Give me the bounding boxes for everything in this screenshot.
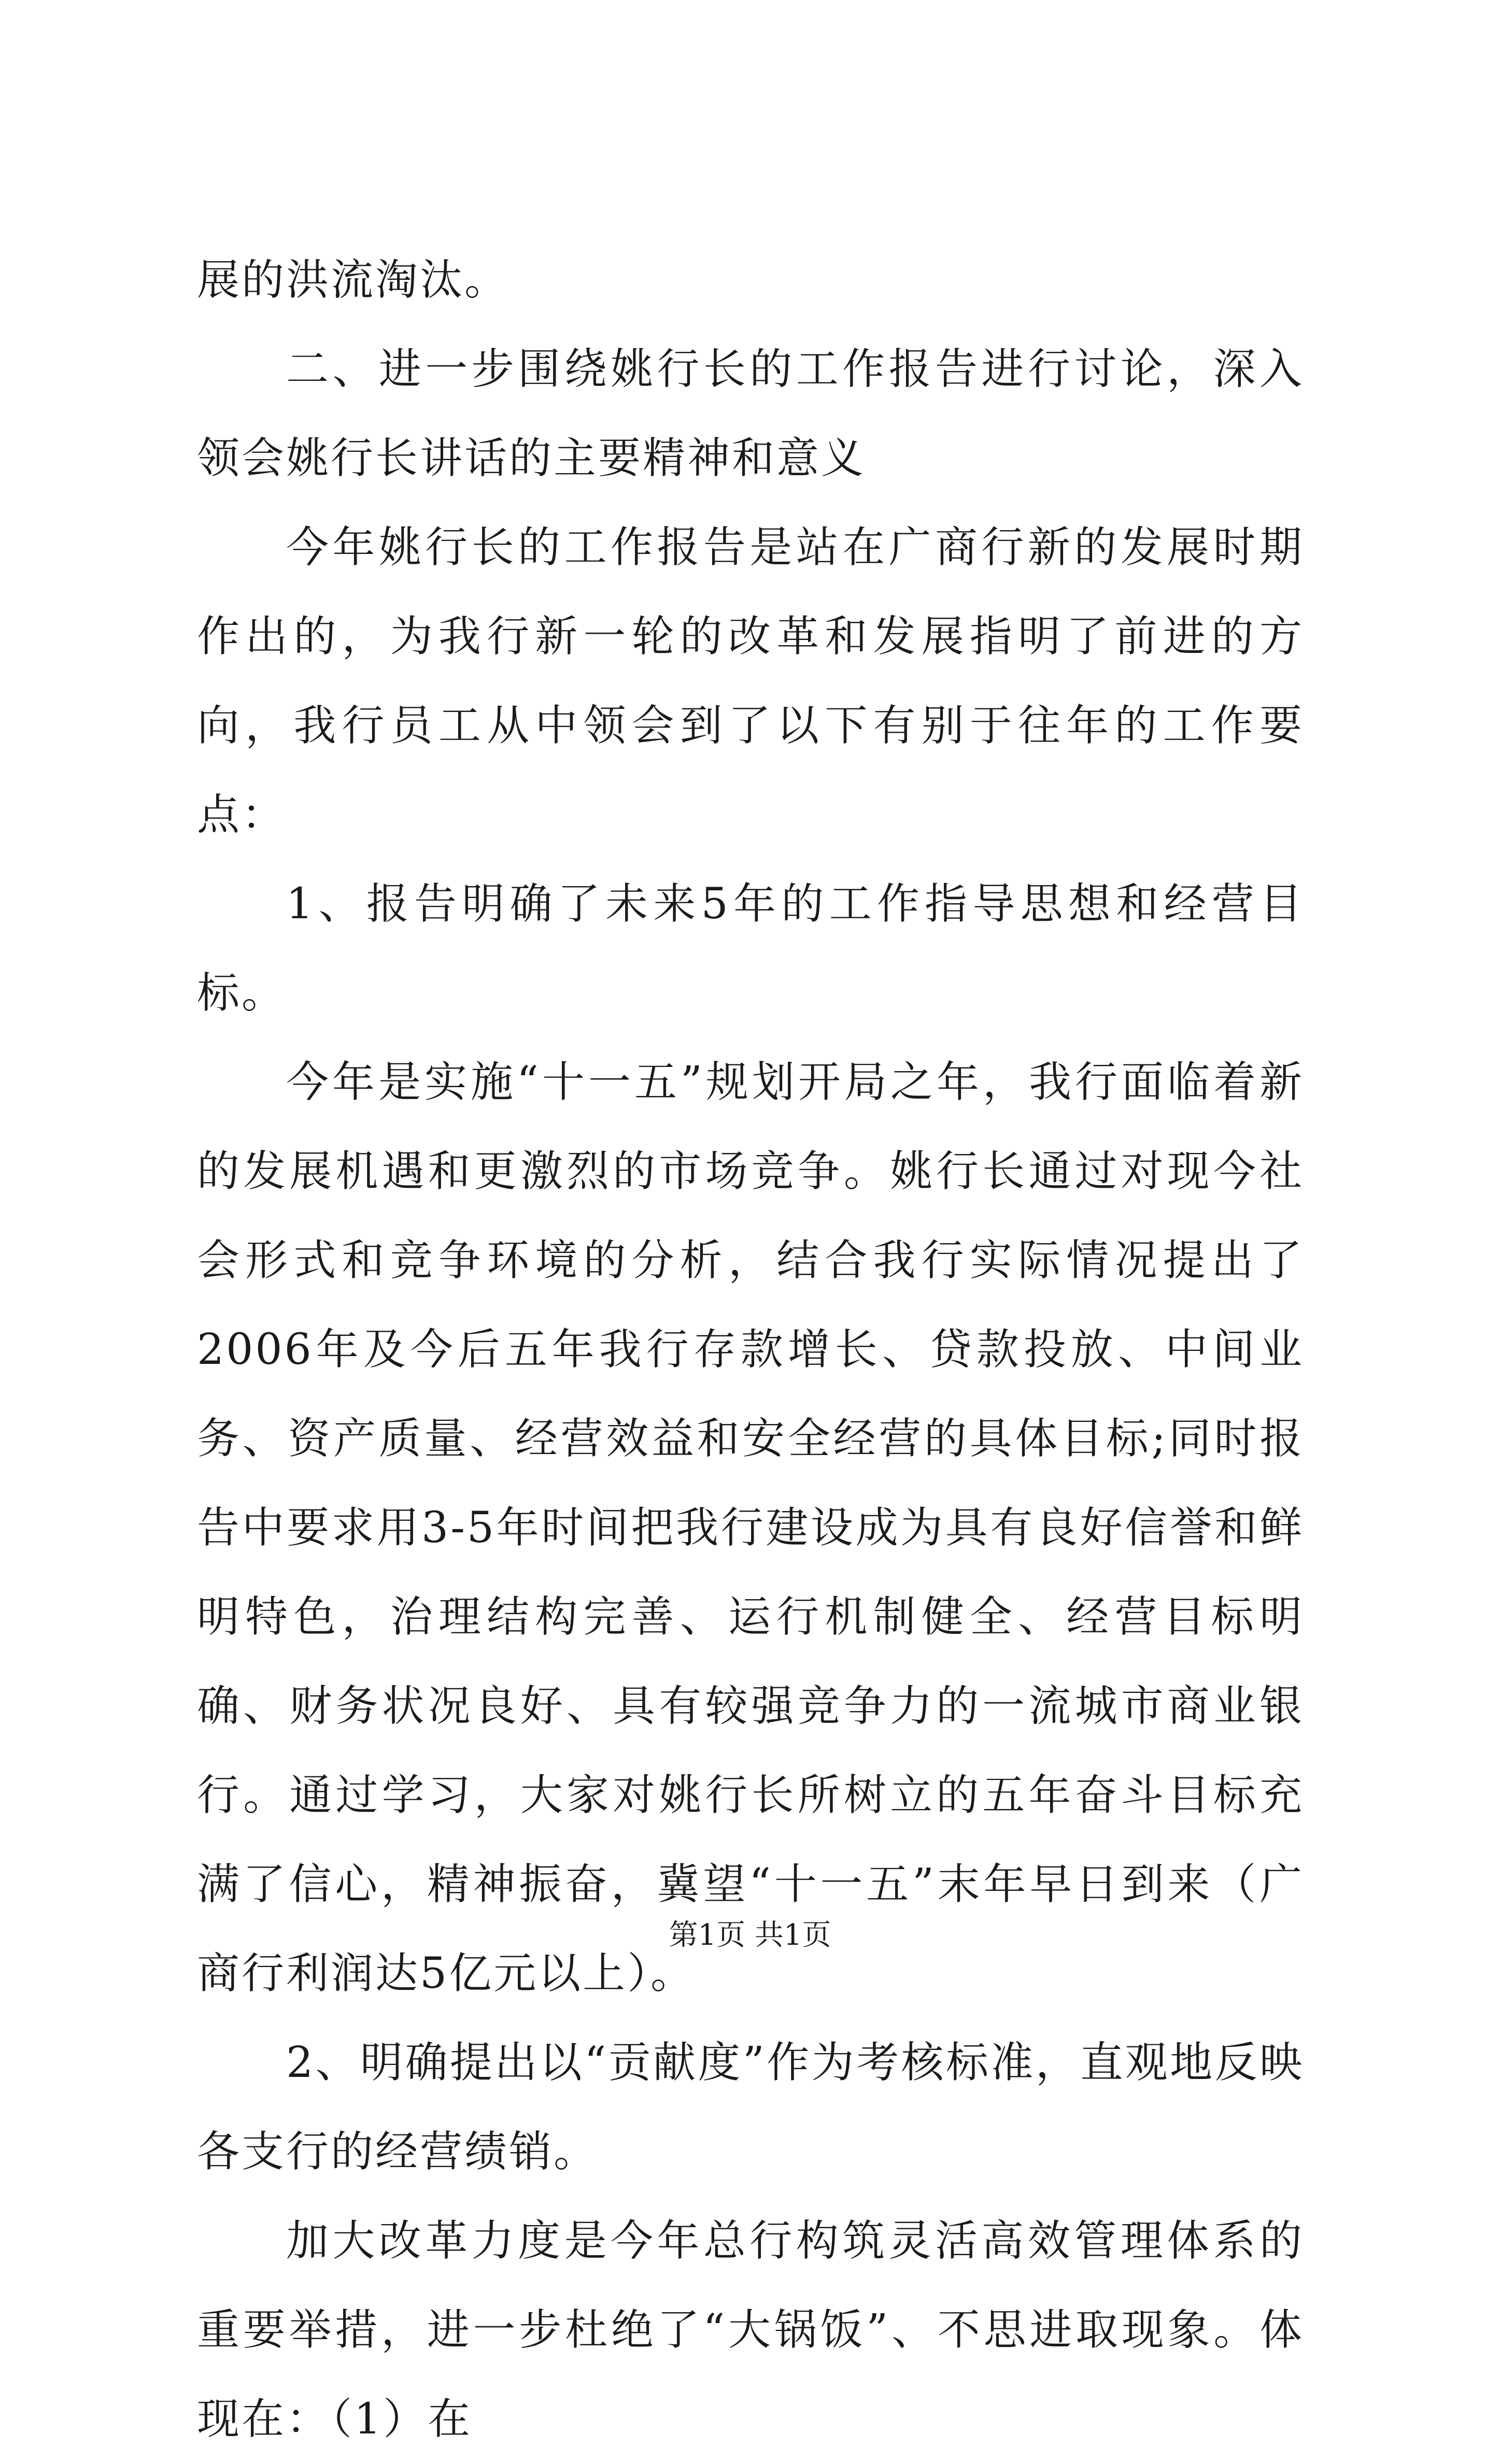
paragraph-report-intro: 今年姚行长的工作报告是站在广商行新的发展时期作出的，为我行新一轮的改革和发展指明了前进的方向，我行员工从中领会到了以下有别于往年的工作要点：: [197, 523, 1304, 839]
point-one-heading: 1、报告明确了未来5年的工作指导思想和经营目标。: [197, 879, 1304, 1018]
document-body: [197, 236, 1304, 2464]
section-heading-two: 二、进一步围绕姚行长的工作报告进行讨论，深入领会姚行长讲话的主要精神和意义: [197, 345, 1304, 483]
point-two-heading: 2、明确提出以“贡献度”作为考核标准，直观地反映各支行的经营绩销。: [197, 2038, 1304, 2176]
paragraph-continuation: 展的洪流淘汰。: [197, 255, 510, 305]
paragraph-reform: 加大改革力度是今年总行构筑灵活高效管理体系的重要举措，进一步杜绝了“大锅饭”、不思进取现象。体现在：（1）在: [197, 2216, 1304, 2444]
page-footer: [0, 1917, 1500, 1954]
page-number-label: 第1页 共1页: [669, 1918, 831, 1952]
paragraph-five-year-goals: 今年是实施“十一五”规划开局之年，我行面临着新的发展机遇和更激烈的市场竞争。姚行长通过对现今社会形式和竞争环境的分析，结合我行实际情况提出了2006年及今后五年我行存款增长、贷款投放、中间业务、资产质量、经营效益和安全经营的具体目标;同时报告中要求用3-5年时间把我行建设成为具有良好信誉和鲜明特色，治理结构完善、运行机制健全、经营目标明确、财务状况良好、具有较强竞争力的一流城市商业银行。通过学习，大家对姚行长所树立的五年奋斗目标充满了信心，精神振奋，冀望“十一五”末年早日到来（广商行利润达5亿元以上）。: [197, 1058, 1304, 1998]
